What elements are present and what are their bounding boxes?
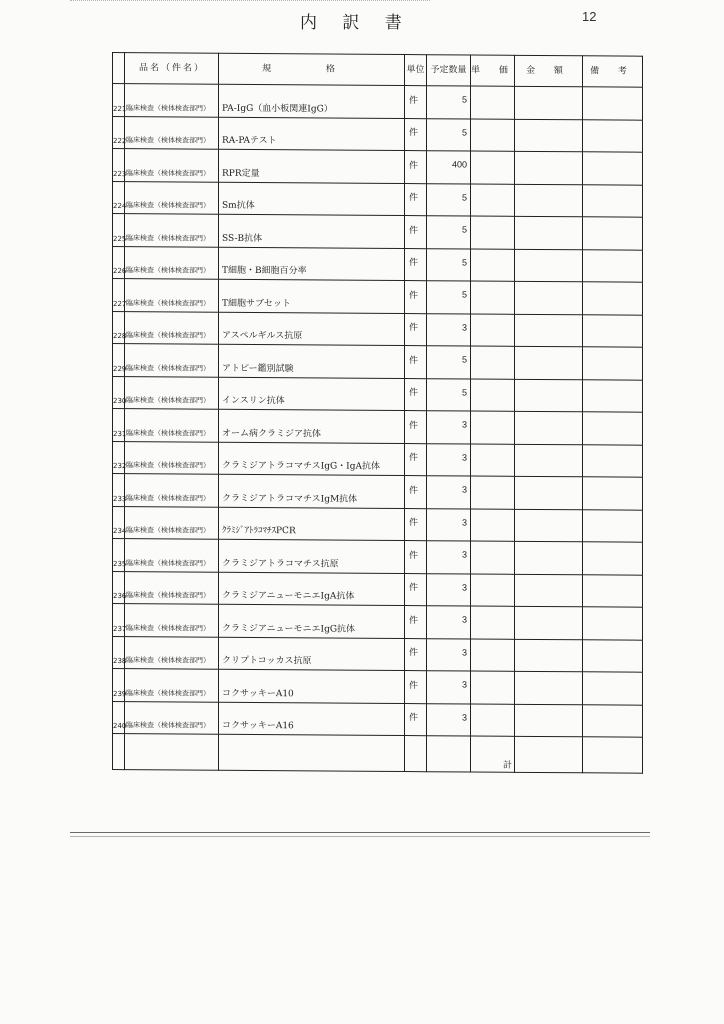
row-remarks bbox=[583, 379, 643, 412]
row-unit-price bbox=[471, 411, 515, 444]
row-spec: アトピー鑑別試験 bbox=[219, 344, 405, 378]
table-row bbox=[113, 669, 643, 705]
row-item-name: 臨床検査（検体検査部門） bbox=[125, 539, 219, 572]
row-number: 234 bbox=[113, 506, 125, 539]
scan-artifact-line bbox=[70, 836, 650, 837]
row-spec: クラミジアトラコマチス抗原 bbox=[219, 539, 405, 573]
row-number: 239 bbox=[113, 669, 125, 702]
row-number: 221 bbox=[113, 84, 125, 117]
row-spec: オーム病クラミジア抗体 bbox=[219, 409, 405, 443]
row-number: 226 bbox=[113, 246, 125, 279]
row-planned-qty: 3 bbox=[427, 703, 471, 736]
row-amount bbox=[515, 184, 583, 217]
row-remarks bbox=[583, 412, 643, 445]
row-amount bbox=[515, 476, 583, 509]
row-spec: SS-B抗体 bbox=[219, 214, 405, 248]
header-gutter bbox=[113, 53, 125, 84]
row-amount bbox=[515, 86, 583, 119]
row-unit: 件 bbox=[405, 573, 427, 606]
total-amount-cell bbox=[515, 736, 583, 772]
header-remarks: 備 考 bbox=[583, 56, 643, 87]
row-spec: T細胞・B細胞百分率 bbox=[219, 247, 405, 281]
row-unit-price bbox=[471, 86, 515, 119]
row-item-name: 臨床検査（検体検査部門） bbox=[125, 506, 219, 539]
total-remarks-cell bbox=[583, 737, 643, 773]
row-number: 238 bbox=[113, 636, 125, 669]
row-number: 230 bbox=[113, 376, 125, 409]
row-remarks bbox=[583, 282, 643, 315]
row-amount bbox=[515, 639, 583, 672]
row-unit: 件 bbox=[405, 118, 427, 151]
row-item-name: 臨床検査（検体検査部門） bbox=[125, 376, 219, 409]
table-row bbox=[113, 181, 643, 217]
row-remarks bbox=[583, 444, 643, 477]
row-number: 236 bbox=[113, 571, 125, 604]
row-unit-price bbox=[471, 476, 515, 509]
total-item-cell bbox=[125, 734, 219, 771]
row-planned-qty: 3 bbox=[427, 508, 471, 541]
row-unit: 件 bbox=[405, 281, 427, 314]
table-row bbox=[113, 214, 643, 250]
row-unit: 件 bbox=[405, 378, 427, 411]
row-planned-qty: 3 bbox=[427, 606, 471, 639]
row-item-name: 臨床検査（検体検査部門） bbox=[125, 441, 219, 474]
row-unit: 件 bbox=[405, 183, 427, 216]
page-number: 12 bbox=[582, 9, 597, 24]
row-amount bbox=[515, 606, 583, 639]
row-amount bbox=[515, 509, 583, 542]
table-row bbox=[113, 344, 643, 380]
row-unit-price bbox=[471, 606, 515, 639]
row-unit-price bbox=[471, 509, 515, 542]
breakdown-table bbox=[112, 52, 643, 774]
table-body bbox=[113, 84, 643, 774]
total-qty-cell bbox=[427, 736, 471, 772]
table-row bbox=[113, 474, 643, 510]
row-planned-qty: 5 bbox=[427, 346, 471, 379]
row-amount bbox=[515, 216, 583, 249]
row-remarks bbox=[583, 639, 643, 672]
row-unit-price bbox=[471, 216, 515, 249]
row-remarks bbox=[583, 607, 643, 640]
row-remarks bbox=[583, 477, 643, 510]
row-remarks bbox=[583, 672, 643, 705]
table-row bbox=[113, 376, 643, 412]
row-remarks bbox=[583, 542, 643, 575]
table-row bbox=[113, 149, 643, 185]
header-item-name: 品名（件名） bbox=[125, 53, 219, 85]
row-amount bbox=[515, 574, 583, 607]
row-planned-qty: 3 bbox=[427, 476, 471, 509]
row-remarks bbox=[583, 249, 643, 282]
scan-artifact-line bbox=[70, 832, 650, 833]
row-planned-qty: 5 bbox=[427, 248, 471, 281]
row-planned-qty: 400 bbox=[427, 151, 471, 184]
table-row bbox=[113, 84, 643, 120]
row-number: 229 bbox=[113, 344, 125, 377]
row-unit-price bbox=[471, 671, 515, 704]
row-item-name: 臨床検査（検体検査部門） bbox=[125, 181, 219, 214]
row-amount bbox=[515, 346, 583, 379]
row-unit-price bbox=[471, 704, 515, 737]
row-spec: クリプトコッカス抗原 bbox=[219, 637, 405, 671]
row-number: 240 bbox=[113, 701, 125, 734]
row-item-name: 臨床検査（検体検査部門） bbox=[125, 279, 219, 312]
row-number: 235 bbox=[113, 539, 125, 572]
row-remarks bbox=[583, 574, 643, 607]
row-unit: 件 bbox=[405, 216, 427, 249]
row-number: 227 bbox=[113, 279, 125, 312]
row-unit: 件 bbox=[405, 313, 427, 346]
row-unit: 件 bbox=[405, 508, 427, 541]
row-remarks bbox=[583, 217, 643, 250]
row-number: 233 bbox=[113, 474, 125, 507]
row-unit-price bbox=[471, 574, 515, 607]
row-planned-qty: 3 bbox=[427, 671, 471, 704]
row-remarks bbox=[583, 314, 643, 347]
row-spec: T細胞サブセット bbox=[219, 279, 405, 313]
row-item-name: 臨床検査（検体検査部門） bbox=[125, 701, 219, 734]
row-item-name: 臨床検査（検体検査部門） bbox=[125, 116, 219, 149]
table-row bbox=[113, 571, 643, 607]
header-spec: 規 格 bbox=[219, 53, 405, 85]
row-spec: ｸﾗﾐｼﾞｱﾄﾗｺﾏﾁｽPCR bbox=[219, 507, 405, 541]
row-item-name: 臨床検査（検体検査部門） bbox=[125, 84, 219, 117]
row-unit: 件 bbox=[405, 671, 427, 704]
row-item-name: 臨床検査（検体検査部門） bbox=[125, 344, 219, 377]
row-planned-qty: 5 bbox=[427, 216, 471, 249]
row-spec: クラミジアニューモニエIgG抗体 bbox=[219, 604, 405, 638]
row-number: 222 bbox=[113, 116, 125, 149]
row-amount bbox=[515, 704, 583, 737]
row-unit-price bbox=[471, 346, 515, 379]
row-number: 223 bbox=[113, 149, 125, 182]
row-planned-qty: 3 bbox=[427, 443, 471, 476]
row-unit-price bbox=[471, 444, 515, 477]
row-amount bbox=[515, 249, 583, 282]
row-unit: 件 bbox=[405, 703, 427, 736]
row-spec: アスペルギルス抗原 bbox=[219, 312, 405, 346]
row-amount bbox=[515, 444, 583, 477]
table-row bbox=[113, 539, 643, 575]
total-unit-cell bbox=[405, 736, 427, 772]
row-planned-qty: 3 bbox=[427, 638, 471, 671]
row-unit-price bbox=[471, 249, 515, 282]
table-row bbox=[113, 701, 643, 737]
table-row bbox=[113, 604, 643, 640]
row-planned-qty: 5 bbox=[427, 118, 471, 151]
row-item-name: 臨床検査（検体検査部門） bbox=[125, 571, 219, 604]
row-spec: クラミジアニューモニエIgA抗体 bbox=[219, 572, 405, 606]
row-amount bbox=[515, 281, 583, 314]
row-spec: Sm抗体 bbox=[219, 182, 405, 216]
row-amount bbox=[515, 119, 583, 152]
header-planned-qty: 予定数量 bbox=[427, 55, 471, 86]
row-unit: 件 bbox=[405, 151, 427, 184]
row-item-name: 臨床検査（検体検査部門） bbox=[125, 604, 219, 637]
row-planned-qty: 3 bbox=[427, 541, 471, 574]
row-spec: クラミジアトラコマチスIgM抗体 bbox=[219, 474, 405, 508]
row-amount bbox=[515, 379, 583, 412]
row-unit-price bbox=[471, 184, 515, 217]
row-item-name: 臨床検査（検体検査部門） bbox=[125, 214, 219, 247]
table-row bbox=[113, 311, 643, 347]
row-number: 231 bbox=[113, 409, 125, 442]
row-planned-qty: 5 bbox=[427, 183, 471, 216]
row-item-name: 臨床検査（検体検査部門） bbox=[125, 246, 219, 279]
row-unit: 件 bbox=[405, 443, 427, 476]
row-unit-price bbox=[471, 639, 515, 672]
table-row bbox=[113, 636, 643, 672]
row-spec: インスリン抗体 bbox=[219, 377, 405, 411]
row-item-name: 臨床検査（検体検査部門） bbox=[125, 149, 219, 182]
row-number: 232 bbox=[113, 441, 125, 474]
row-item-name: 臨床検査（検体検査部門） bbox=[125, 311, 219, 344]
table-row bbox=[113, 506, 643, 542]
row-unit: 件 bbox=[405, 476, 427, 509]
total-row bbox=[113, 734, 643, 774]
row-unit: 件 bbox=[405, 248, 427, 281]
table-header-row bbox=[113, 53, 643, 88]
header-unit-price: 単 価 bbox=[471, 55, 515, 86]
row-remarks bbox=[583, 119, 643, 152]
row-spec: コクサッキーA10 bbox=[219, 669, 405, 703]
row-planned-qty: 5 bbox=[427, 281, 471, 314]
row-unit-price bbox=[471, 281, 515, 314]
row-item-name: 臨床検査（検体検査部門） bbox=[125, 409, 219, 442]
row-number: 224 bbox=[113, 181, 125, 214]
row-spec: クラミジアトラコマチスIgG・IgA抗体 bbox=[219, 442, 405, 476]
row-remarks bbox=[583, 152, 643, 185]
row-amount bbox=[515, 411, 583, 444]
row-unit: 件 bbox=[405, 638, 427, 671]
row-amount bbox=[515, 671, 583, 704]
row-amount bbox=[515, 541, 583, 574]
row-planned-qty: 5 bbox=[427, 378, 471, 411]
total-label: 計 bbox=[471, 736, 515, 772]
row-unit-price bbox=[471, 314, 515, 347]
row-unit: 件 bbox=[405, 411, 427, 444]
row-number: 228 bbox=[113, 311, 125, 344]
row-remarks bbox=[583, 704, 643, 737]
row-unit-price bbox=[471, 379, 515, 412]
row-item-name: 臨床検査（検体検査部門） bbox=[125, 669, 219, 702]
row-amount bbox=[515, 151, 583, 184]
row-remarks bbox=[583, 509, 643, 542]
row-spec: コクサッキーA16 bbox=[219, 702, 405, 736]
row-spec: RA-PAテスト bbox=[219, 117, 405, 151]
row-unit-price bbox=[471, 541, 515, 574]
table-row bbox=[113, 116, 643, 152]
table-row bbox=[113, 409, 643, 445]
row-number: 225 bbox=[113, 214, 125, 247]
row-unit-price bbox=[471, 119, 515, 152]
header-unit: 単位 bbox=[405, 55, 427, 86]
total-gutter bbox=[113, 734, 125, 770]
table-row bbox=[113, 246, 643, 282]
table-row bbox=[113, 441, 643, 477]
row-spec: RPR定量 bbox=[219, 149, 405, 183]
row-number: 237 bbox=[113, 604, 125, 637]
row-remarks bbox=[583, 184, 643, 217]
total-spec-cell bbox=[219, 734, 405, 771]
row-unit-price bbox=[471, 151, 515, 184]
document-title: 内 訳 書 bbox=[300, 13, 412, 33]
row-unit: 件 bbox=[405, 346, 427, 379]
row-amount bbox=[515, 314, 583, 347]
header-amount: 金 額 bbox=[515, 55, 583, 86]
row-unit: 件 bbox=[405, 606, 427, 639]
row-item-name: 臨床検査（検体検査部門） bbox=[125, 636, 219, 669]
table-row bbox=[113, 279, 643, 315]
row-planned-qty: 3 bbox=[427, 313, 471, 346]
row-item-name: 臨床検査（検体検査部門） bbox=[125, 474, 219, 507]
row-unit: 件 bbox=[405, 541, 427, 574]
row-unit: 件 bbox=[405, 86, 427, 119]
row-planned-qty: 3 bbox=[427, 573, 471, 606]
row-planned-qty: 5 bbox=[427, 86, 471, 119]
row-remarks bbox=[583, 87, 643, 120]
row-planned-qty: 3 bbox=[427, 411, 471, 444]
row-spec: PA-IgG（血小板関連IgG） bbox=[219, 84, 405, 118]
row-remarks bbox=[583, 347, 643, 380]
